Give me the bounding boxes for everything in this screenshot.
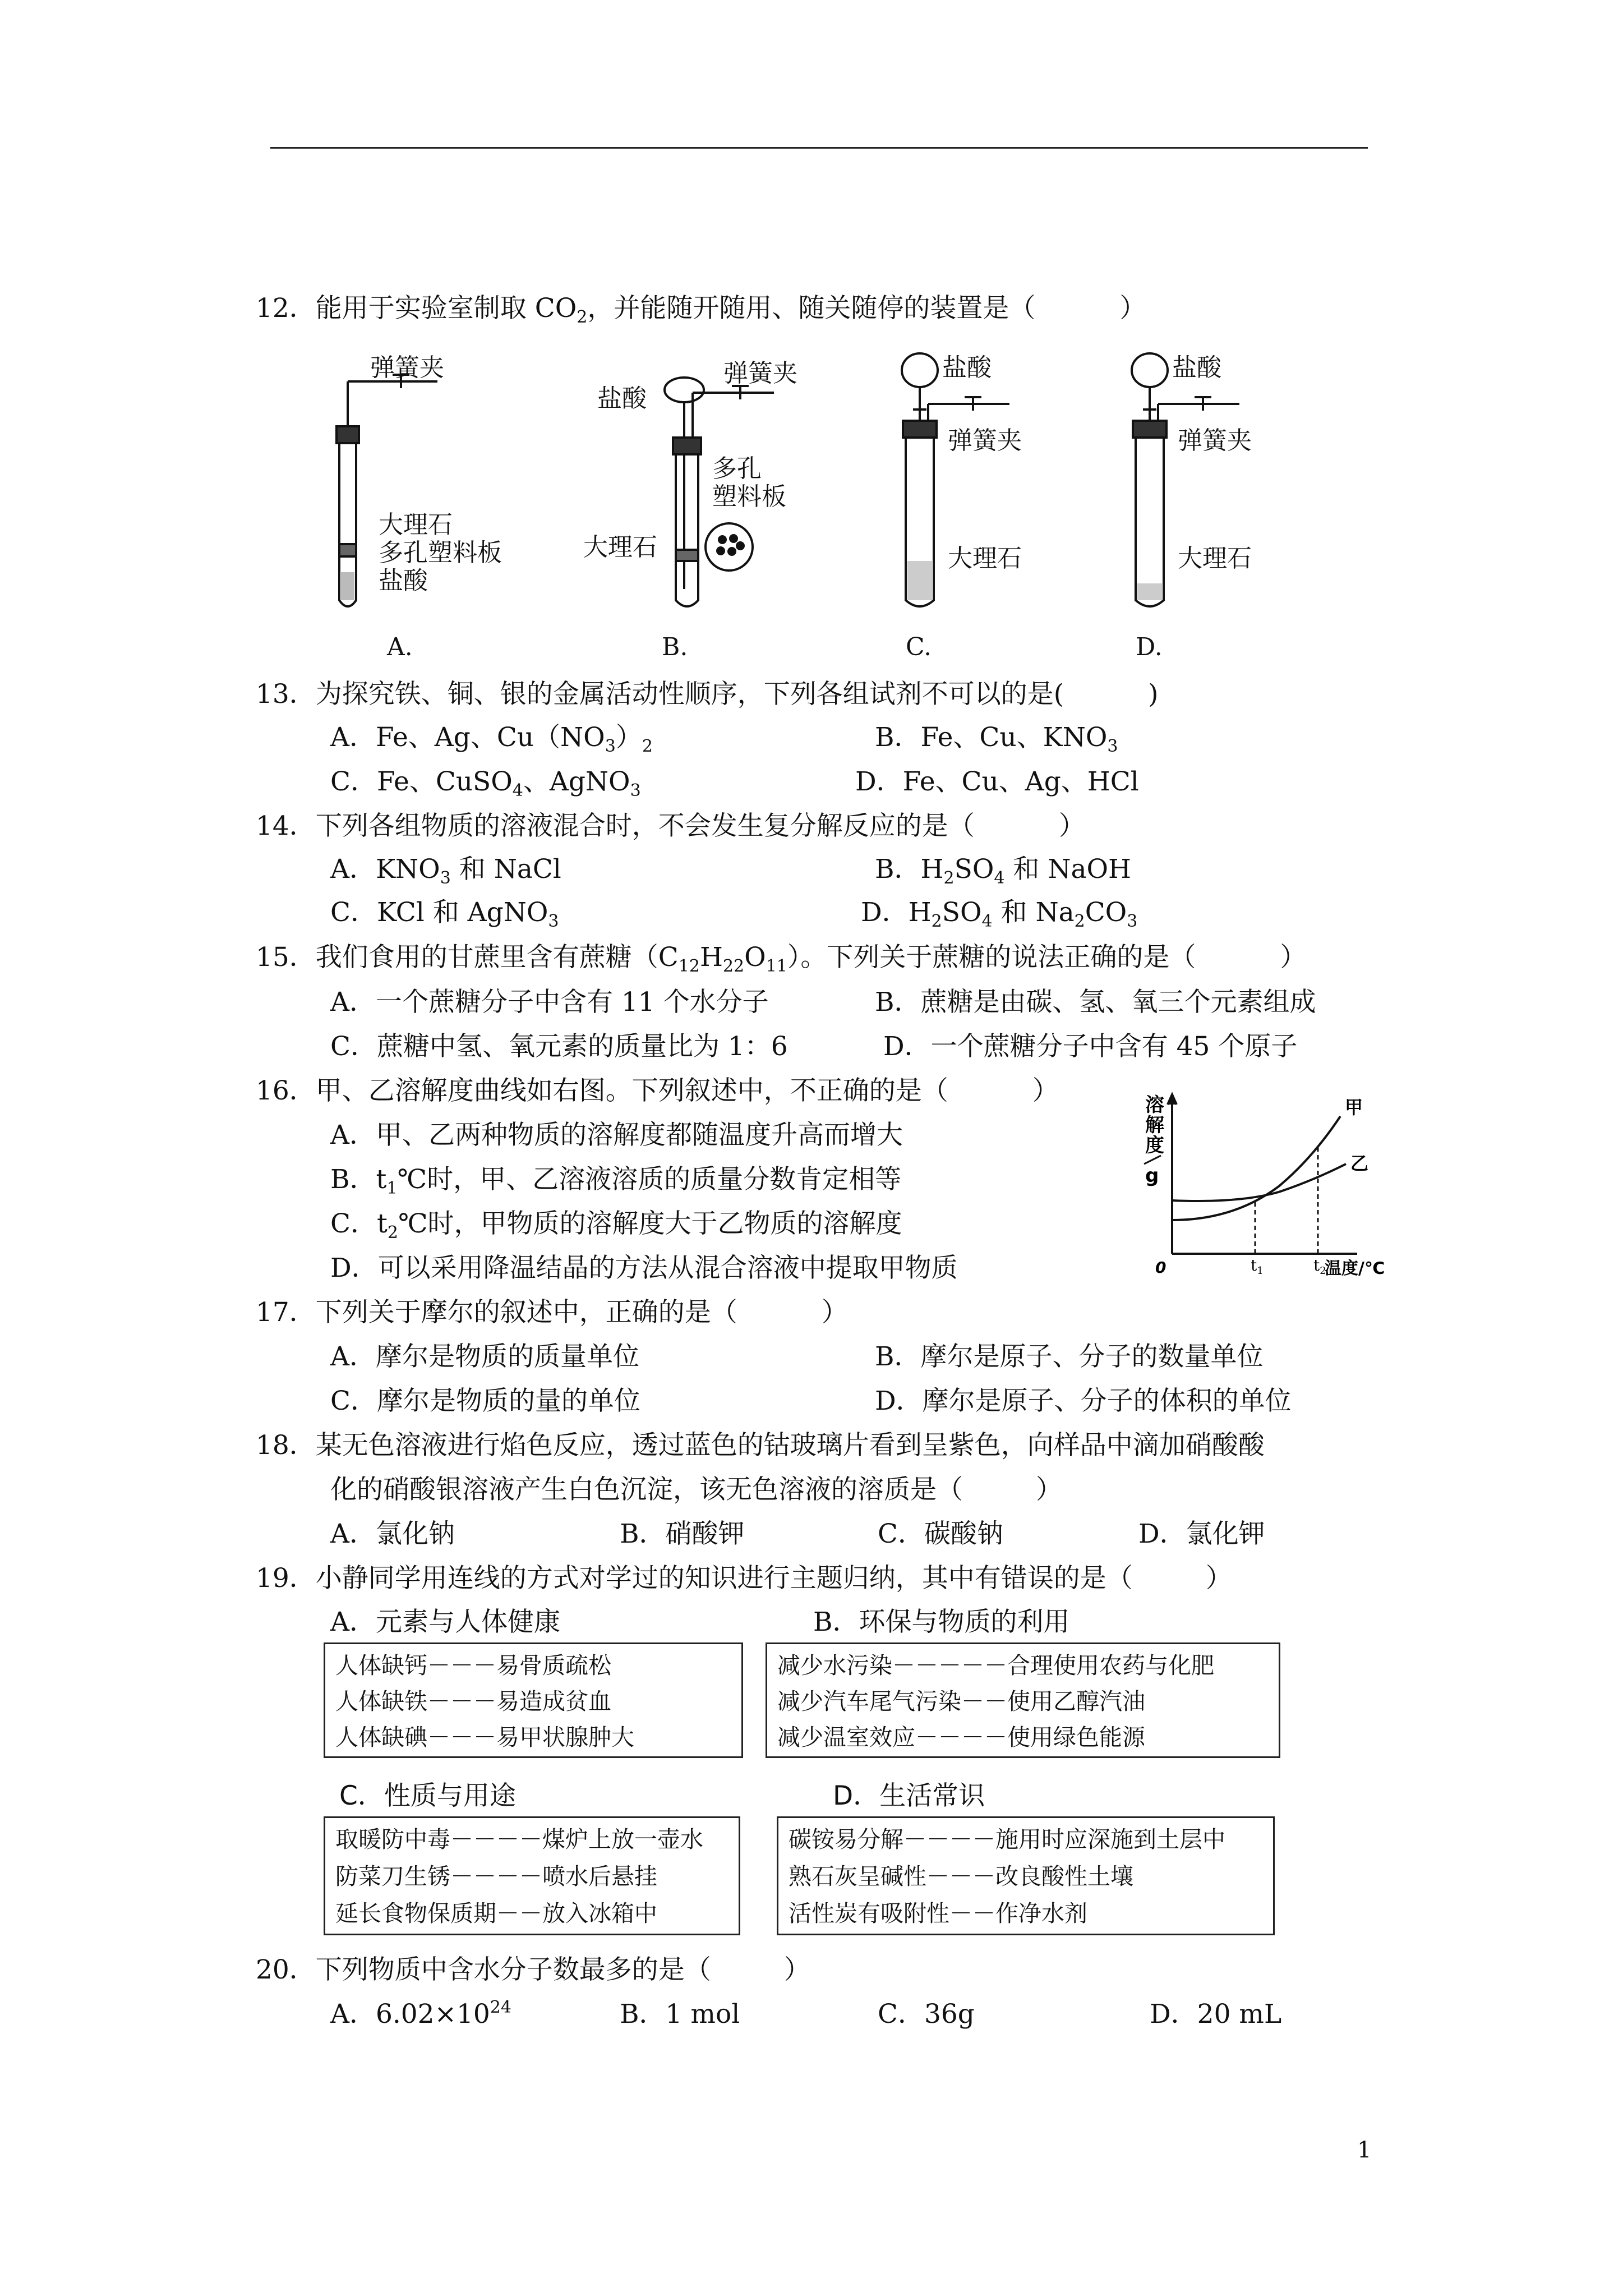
label-a-marble: 大理石 xyxy=(379,510,453,539)
label-d-acid: 盐酸 xyxy=(1172,353,1221,382)
q19-box-c xyxy=(324,1816,740,1935)
q16-option-a: A．甲、乙两种物质的溶解度都随温度升高而增大 xyxy=(330,1120,903,1151)
label-c-clamp: 弹簧夹 xyxy=(948,426,1022,455)
q19-c-row: 防菜刀生锈－－－－喷水后悬挂 xyxy=(335,1863,657,1890)
q18-option-a: A．氯化钠 xyxy=(330,1519,455,1549)
q19-d-row: 活性炭有吸附性－－作净水剂 xyxy=(789,1900,1087,1927)
q19-a-row: 人体缺碘－－－易甲状腺肿大 xyxy=(335,1724,634,1751)
label-c-marble: 大理石 xyxy=(948,544,1022,573)
q13-option-b: B．Fe、Cu、$KNO_3$ xyxy=(875,722,1118,756)
ylabel-2: 解 xyxy=(1145,1114,1164,1137)
q19-d-row: 熟石灰呈碱性－－－改良酸性土壤 xyxy=(789,1863,1133,1890)
q17-option-d: D．摩尔是原子、分子的体积的单位 xyxy=(875,1386,1292,1416)
q19-d-row: 碳铵易分解－－－－施用时应深施到土层中 xyxy=(789,1826,1225,1853)
q15-option-a: A．一个蔗糖分子中含有 11 个水分子 xyxy=(330,987,769,1018)
q14-option-a: A．$KNO_3$ 和 NaCl xyxy=(330,854,561,888)
q19-a-row: 人体缺钙－－－易骨质疏松 xyxy=(335,1652,611,1679)
q20-option-c: C．36g xyxy=(878,1999,975,2030)
q19-b-row: 减少水污染－－－－－合理使用农药与化肥 xyxy=(777,1652,1214,1679)
q19-section-d-title: D．生活常识 xyxy=(833,1780,985,1811)
q19-stem: 19．小静同学用连线的方式对学过的知识进行主题归纳，其中有错误的是（ ） xyxy=(256,1563,1232,1594)
label-a-plate: 多孔塑料板 xyxy=(379,539,502,567)
label-b-acid: 盐酸 xyxy=(597,384,647,413)
q12-stem: 12．能用于实验室制取 $CO_2$，并能随开随用、随关随停的装置是（ ） xyxy=(256,293,1146,327)
q14-option-c: C．KCl 和 AgNO$_3$ xyxy=(330,897,559,931)
label-a-clamp: 弹簧夹 xyxy=(370,353,444,382)
q12-option-d: D. xyxy=(1136,633,1163,661)
label-b-porous-a: 多孔 xyxy=(712,454,762,483)
q17-option-a: A．摩尔是物质的质量单位 xyxy=(330,1341,639,1372)
q19-box-d xyxy=(777,1816,1275,1935)
q16-option-c: C．$t_2℃$时，甲物质的溶解度大于乙物质的溶解度 xyxy=(330,1208,902,1243)
q13-stem: 13．为探究铁、铜、银的金属活动性顺序，下列各组试剂不可以的是( ) xyxy=(256,679,1159,710)
series-yi-label: 乙 xyxy=(1350,1153,1369,1174)
xlabel: 温度/℃ xyxy=(1325,1259,1385,1278)
q19-box-a xyxy=(324,1642,743,1758)
q17-stem: 17．下列关于摩尔的叙述中，正确的是（ ） xyxy=(256,1297,848,1328)
label-b-marble: 大理石 xyxy=(583,533,657,562)
q19-section-a-title: A．元素与人体健康 xyxy=(330,1607,560,1637)
q19-b-row: 减少温室效应－－－－使用绿色能源 xyxy=(777,1724,1145,1751)
q19-section-c-title: C．性质与用途 xyxy=(339,1780,516,1811)
q19-section-b-title: B．环保与物质的利用 xyxy=(813,1607,1070,1637)
q15-option-c: C．蔗糖中氢、氧元素的质量比为 1：6 xyxy=(330,1031,788,1062)
q12-option-c: C. xyxy=(906,633,932,661)
label-b-clamp: 弹簧夹 xyxy=(723,359,797,388)
q17-option-c: C．摩尔是物质的量的单位 xyxy=(330,1386,640,1416)
q13-option-a: A．Fe、Ag、$Cu(NO_3)_2$ xyxy=(330,722,653,756)
label-c-acid: 盐酸 xyxy=(942,353,992,382)
q20-option-d: D．20 mL xyxy=(1150,1999,1282,2030)
curve-yi xyxy=(1172,1164,1346,1201)
origin-label: 0 xyxy=(1155,1258,1166,1277)
q16-option-b: B．$t_1℃$时，甲、乙溶液溶质的质量分数肯定相等 xyxy=(330,1164,902,1198)
q12-apparatus-figure xyxy=(314,337,1324,628)
q15-stem: 15．我们食用的甘蔗里含有蔗糖$(C_{12}H_{22}O_{11})$。下列关于蔗糖的说法正确的是（ ） xyxy=(256,942,1307,976)
q14-option-b: B．$H_2SO_4$ 和 NaOH xyxy=(875,854,1131,888)
series-jia-label: 甲 xyxy=(1345,1097,1363,1118)
q18-stem-line2: 化的硝酸银溶液产生白色沉淀，该无色溶液的溶质是（ ） xyxy=(330,1474,1062,1505)
q20-stem: 20．下列物质中含水分子数最多的是（ ） xyxy=(256,1954,810,1985)
q18-option-d: D．氯化钾 xyxy=(1138,1519,1265,1549)
q18-stem-line1: 18．某无色溶液进行焰色反应，透过蓝色的钴玻璃片看到呈紫色，向样品中滴加硝酸酸 xyxy=(256,1430,1265,1461)
t1-label: $t_1$ xyxy=(1251,1256,1264,1277)
q19-c-row: 延长食物保质期－－放入冰箱中 xyxy=(335,1900,657,1927)
q20-option-b: B．1 mol xyxy=(620,1999,740,2030)
q19-b-row: 减少汽车尾气污染－－使用乙醇汽油 xyxy=(777,1688,1145,1715)
q17-option-b: B．摩尔是原子、分子的数量单位 xyxy=(875,1341,1264,1372)
label-d-clamp: 弹簧夹 xyxy=(1178,426,1252,455)
q15-option-d: D．一个蔗糖分子中含有 45 个原子 xyxy=(883,1031,1298,1062)
label-d-marble: 大理石 xyxy=(1178,544,1252,573)
ylabel-1: 溶 xyxy=(1145,1094,1164,1116)
label-b-porous-b: 塑料板 xyxy=(712,482,786,511)
curve-jia xyxy=(1172,1116,1340,1220)
q13-option-d: D．Fe、Cu、Ag、HCl xyxy=(855,766,1139,797)
q18-option-c: C．碳酸钠 xyxy=(878,1519,1003,1549)
ylabel-3: 度 xyxy=(1145,1134,1164,1157)
q16-stem: 16．甲、乙溶解度曲线如右图。下列叙述中，不正确的是（ ） xyxy=(256,1075,1059,1106)
q15-option-b: B．蔗糖是由碳、氢、氧三个元素组成 xyxy=(875,987,1316,1018)
page-number: 1 xyxy=(1357,2137,1372,2163)
q12-option-a: A. xyxy=(387,633,413,661)
q13-option-c: C．Fe、CuSO$_4$、AgNO$_3$ xyxy=(330,766,641,800)
q12-option-b: B. xyxy=(662,633,688,661)
t2-label: $t_2$ xyxy=(1313,1256,1326,1277)
y-axis-arrow xyxy=(1168,1094,1177,1105)
q18-option-b: B．硝酸钾 xyxy=(620,1519,745,1549)
ylabel-4: g xyxy=(1145,1165,1159,1187)
q19-c-row: 取暖防中毒－－－－煤炉上放一壶水 xyxy=(335,1826,703,1853)
q20-option-a: A．$6.02\times 10^{24}$ xyxy=(330,1998,511,2030)
q14-option-d: D．$H_2SO_4$ 和 $Na_2CO_3$ xyxy=(861,897,1138,931)
q19-box-b xyxy=(766,1642,1280,1758)
q14-stem: 14．下列各组物质的溶液混合时，不会发生复分解反应的是（ ） xyxy=(256,811,1085,841)
header-rule xyxy=(270,147,1368,149)
label-a-acid: 盐酸 xyxy=(379,567,428,595)
q16-option-d: D．可以采用降温结晶的方法从混合溶液中提取甲物质 xyxy=(330,1253,958,1283)
solubility-chart xyxy=(1133,1085,1413,1279)
q19-a-row: 人体缺铁－－－易造成贫血 xyxy=(335,1688,611,1715)
